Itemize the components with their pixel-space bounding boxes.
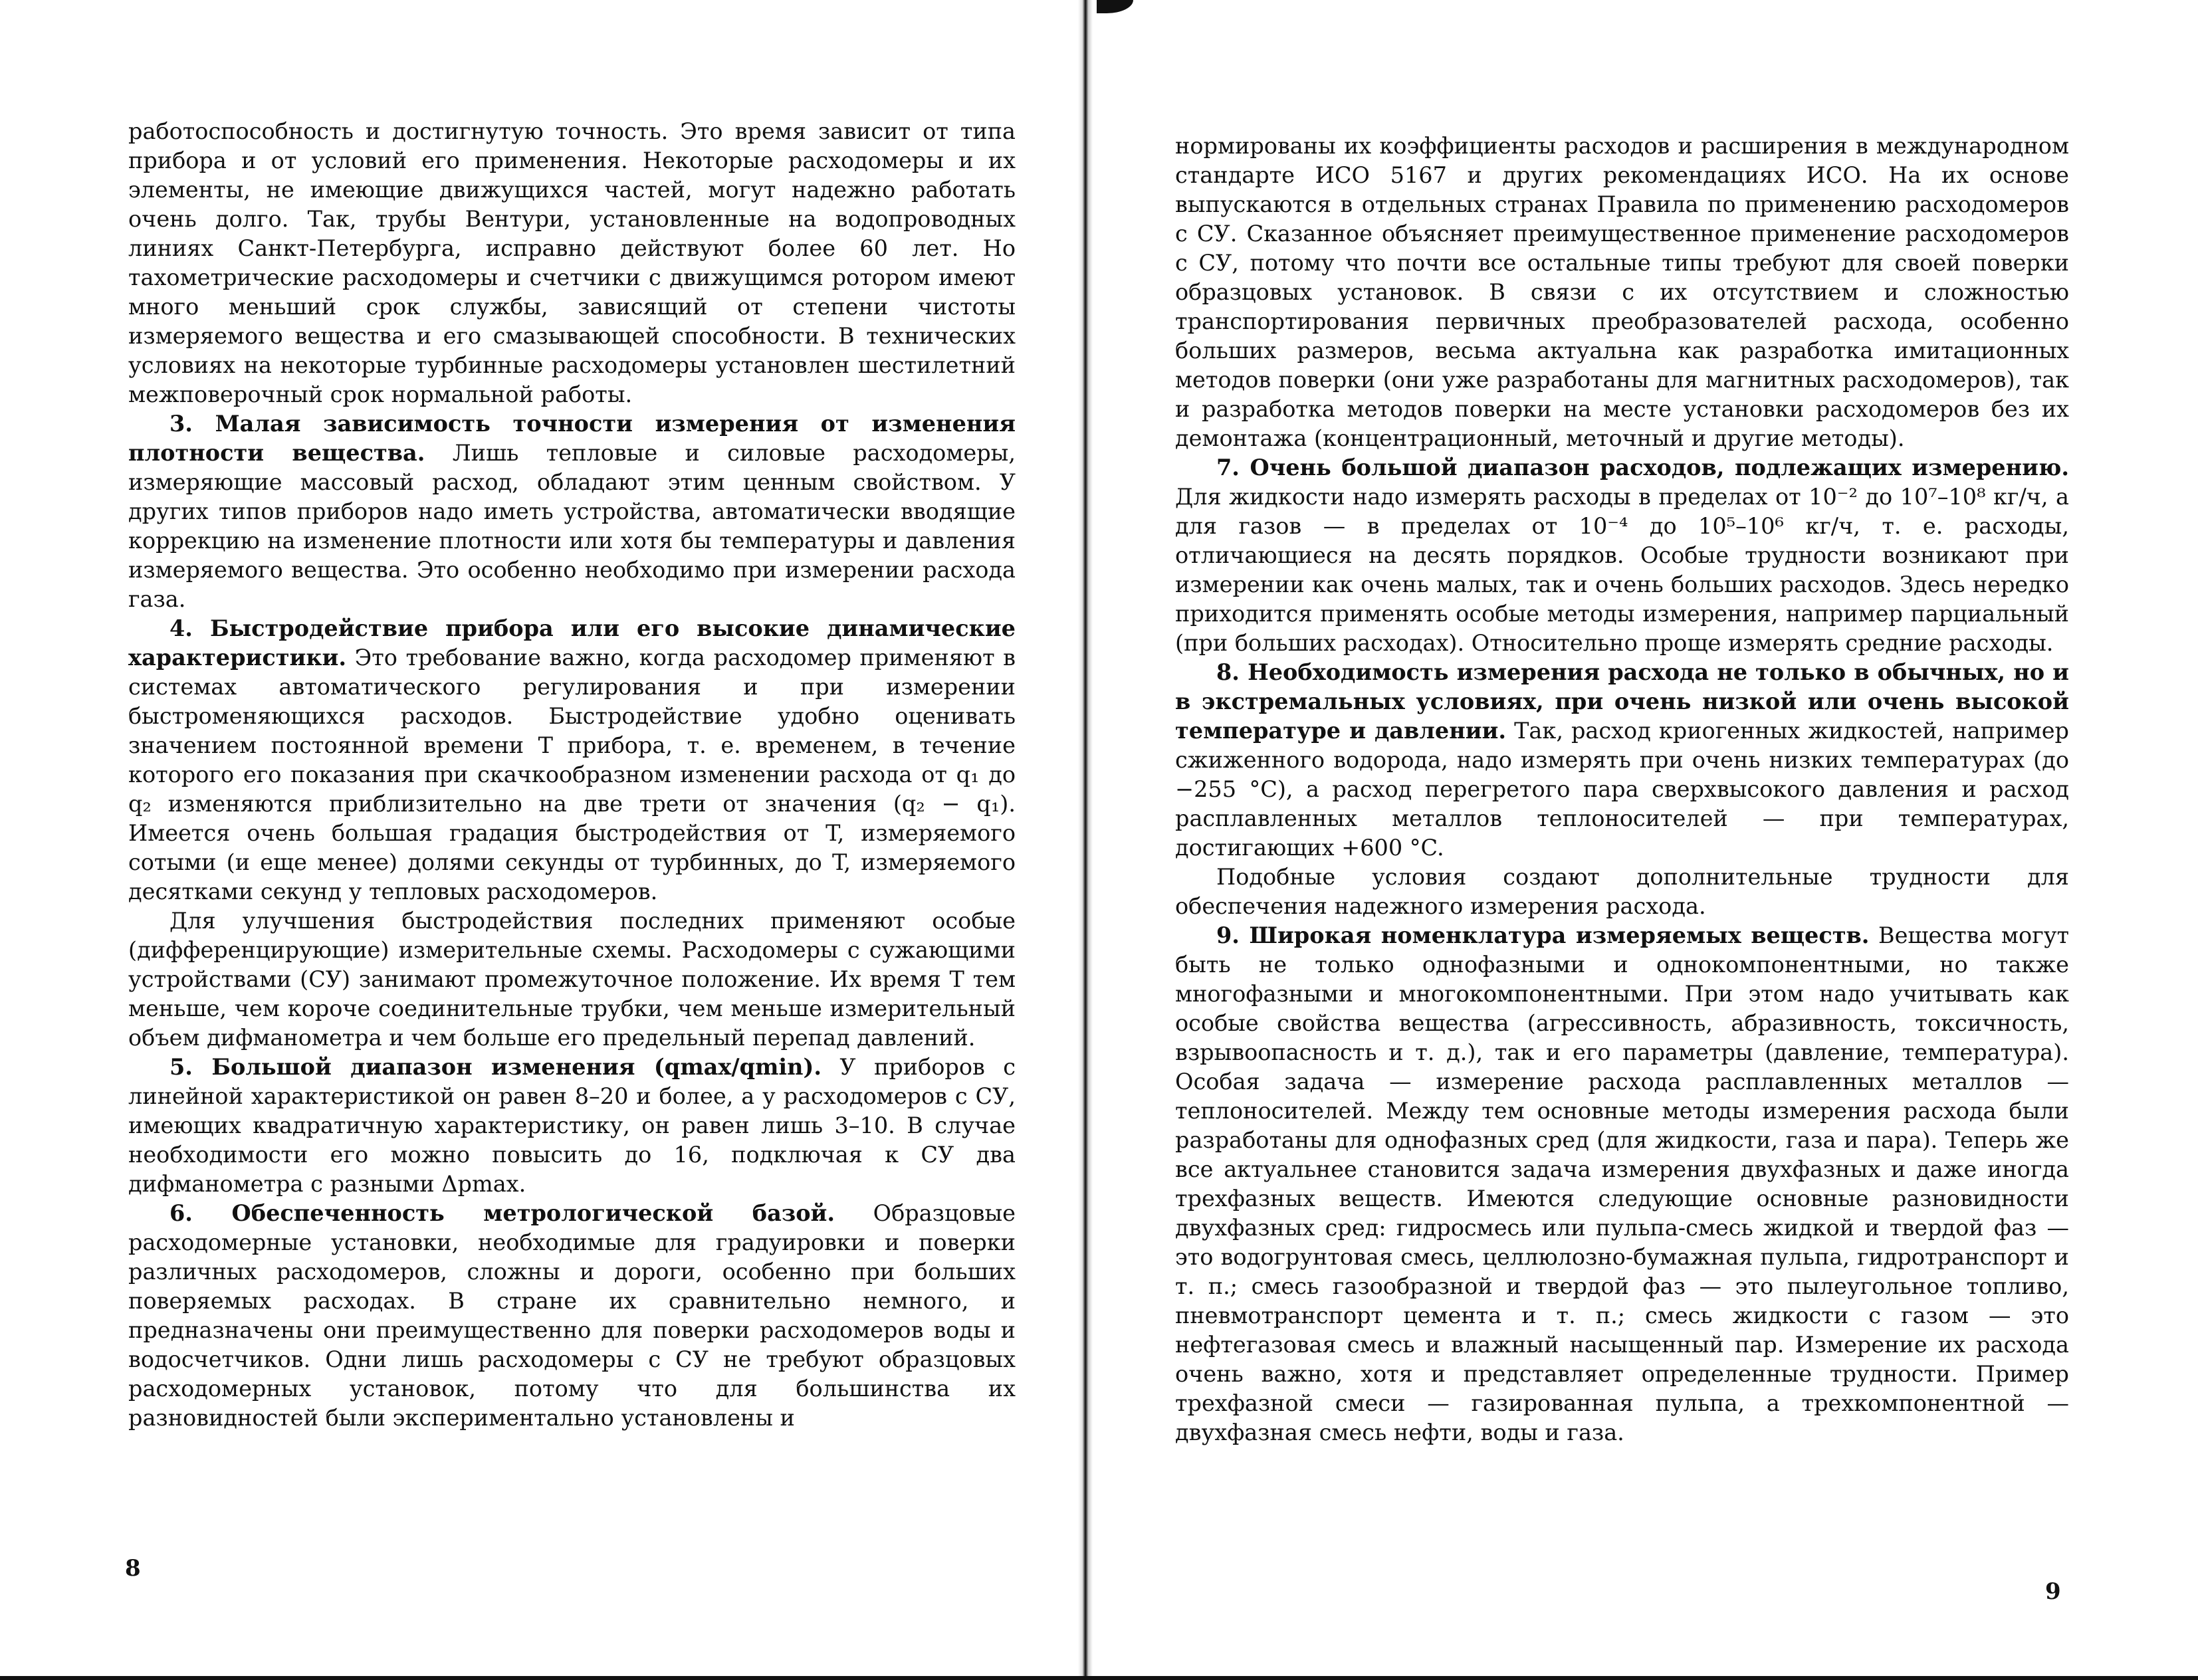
paragraph: 5. Большой диапазон изменения (qmax/qmin). У приборов с линейной характеристикой он равен 8–20 и более, а у расходомеров с СУ, имеющих квадратичную характеристику, он равен лишь 3–10. В случае необходимости его можно повысить до 16, подключая к СУ два дифманометра с разными Δpmax.: [128, 1054, 1016, 1197]
paragraph: 9. Широкая номенклатура измеряемых веществ. Вещества могут быть не только однофазными и однокомпонентными, но также многофазными и многокомпонентными. При этом надо учитывать как особые свойства вещества (агрессивность, абразивность, токсичность, взрывоопасность и т. д.), так и его параметры (давление, температура). Особая задача — измерение расхода расплавленных металлов — теплоносителей. Между тем основные методы измерения расхода были разработаны для однофазных сред (для жидкости, газа и пара). Теперь же все актуальнее становится задача измерения двухфазных и даже иногда трехфазных веществ. Имеются следующие основные разновидности двухфазных сред: гидросмесь или пульпа-смесь жидкой и твердой фаз — это водогрунтовая смесь, целлюлозно-бумажная пульпа, гидротранспорт и т. п.; смесь газообразной и твердой фаз — это пылеугольное топливо, пневмотранспорт цемента и т. п.; смесь жидкости с газом — это нефтегазовая смесь и влажный насыщенный пар. Измерение их расхода очень важно, хотя и представляет определенные трудности. Пример трехфазной смеси — газированная пульпа, а трехкомпонентной — двухфазная смесь нефти, воды и газа.: [1175, 922, 2070, 1445]
paragraph-heading: 7. Очень большой диапазон расходов, подлежащих измерению.: [1216, 455, 2069, 480]
paragraph-heading: 5. Большой диапазон изменения (qmax/qmin).: [169, 1054, 822, 1080]
scan-edge: [0, 1676, 2198, 1680]
paragraph: работоспособность и достигнутую точность. Это время зависит от типа прибора и от условий его применения. Некоторые расходомеры и их элементы, не имеющие движущихся частей, могут надежно работать очень долго. Так, трубы Вентури, установленные на водопроводных линиях Санкт-Петербурга, исправно действуют более 60 лет. Но тахометрические расходомеры и счетчики с движущимся ротором имеют много меньший срок службы, зависящий от степени чистоты измеряемого вещества и его смазывающей способности. В технических условиях на некоторые турбинные расходомеры установлен шестилетний межповерочный срок нормальной работы.: [128, 118, 1016, 407]
paragraph: 3. Малая зависимость точности измерения от изменения плотности вещества. Лишь тепловые и силовые расходомеры, измеряющие массовый расход, обладают этим ценным свойством. У других типов приборов надо иметь устройства, автоматически вводящие коррекцию на изменение плотности или хотя бы температуры и давления измеряемого вещества. Это особенно необходимо при измерении расхода газа.: [128, 411, 1016, 612]
paragraph: 4. Быстродействие прибора или его высокие динамические характеристики. Это требование важно, когда расходомер применяют в системах автоматического регулирования и при измерении быстроменяющихся расходов. Быстродействие удобно оценивать значением постоянной времени T прибора, т. е. временем, в течение которого его показания при скачкообразном изменении расхода от q₁ до q₂ изменяются приблизительно на две трети от значения (q₂ − q₁). Имеется очень большая градация быстродействия от T, измеряемого сотыми (и еще менее) долями секунды от турбинных, до T, измеряемого десятками секунд у тепловых расходомеров.: [128, 615, 1016, 904]
right-page-text: [1175, 132, 2069, 1447]
paragraph-heading: 3. Малая зависимость точности измерения от изменения плотности вещества.: [128, 411, 1016, 466]
paragraph: Для улучшения быстродействия последних применяют особые (дифференцирующие) измерительные схемы. Расходомеры с сужающими устройствами (СУ) занимают промежуточное положение. Их время T тем меньше, чем короче соединительные трубки, чем меньше измерительный объем дифманометра и чем больше его предельный перепад давлений.: [128, 908, 1016, 1051]
left-page: [0, 0, 1087, 1680]
page-number: 8: [125, 1555, 141, 1582]
paragraph-heading: 9. Широкая номенклатура измеряемых веществ.: [1216, 922, 1870, 948]
paragraph-heading: 8. Необходимость измерения расхода не только в обычных, но и в экстремальных условиях, при очень низкой или очень высокой температуре и давлении.: [1175, 659, 2069, 744]
right-page: [1090, 0, 2198, 1680]
paragraph-heading: 4. Быстродействие прибора или его высокие динамические характеристики.: [128, 615, 1016, 671]
page-number: 9: [2045, 1578, 2061, 1605]
paragraph-heading: 6. Обеспеченность метрологической базой.: [169, 1200, 835, 1226]
left-page-text: [128, 117, 1016, 1433]
paragraph: нормированы их коэффициенты расходов и расширения в международном стандарте ИСО 5167 и других рекомендациях ИСО. На их основе выпускаются в отдельных странах Правила по применению расходомеров с СУ. Сказанное объясняет преимущественное применение расходомеров с СУ, потому что почти все остальные типы требуют для своей поверки образцовых установок. В связи с их отсутствием и сложностью транспортирования первичных преобразователей расхода, особенно больших размеров, весьма актуальна как разработка имитационных методов поверки (они уже разработаны для магнитных расходомеров), так и разработка методов поверки на месте установки расходомеров без их демонтажа (концентрационный, меточный и другие методы).: [1175, 133, 2069, 451]
paragraph: 6. Обеспеченность метрологической базой. Образцовые расходомерные установки, необходимые для градуировки и поверки различных расходомеров, сложны и дороги, особенно при больших поверяемых расходах. В стране их сравнительно немного, и предназначены они преимущественно для поверки расходомеров воды и водосчетчиков. Одни лишь расходомеры с СУ не требуют образцовых расходомерных установок, потому что для большинства их разновидностей были экспериментально установлены и: [128, 1200, 1016, 1431]
paragraph: Подобные условия создают дополнительные трудности для обеспечения надежного измерения расхода.: [1175, 864, 2069, 919]
paragraph: 7. Очень большой диапазон расходов, подлежащих измерению. Для жидкости надо измерять расходы в пределах от 10⁻² до 10⁷–10⁸ кг/ч, а для газов — в пределах от 10⁻⁴ до 10⁵–10⁶ кг/ч, т. е. расходы, отличающиеся на десять порядков. Особые трудности возникают при измерении как очень малых, так и очень больших расходов. Здесь нередко приходится применять особые методы измерения, например парциальный (при больших расходах). Относительно проще измерять средние расходы.: [1175, 455, 2069, 656]
paragraph: 8. Необходимость измерения расхода не только в обычных, но и в экстремальных условиях, при очень низкой или очень высокой температуре и давлении. Так, расход криогенных жидкостей, например сжиженного водорода, надо измерять при очень низких температурах (до −255 °C), а расход перегретого пара сверхвысокого давления и расход расплавленных металлов теплоносителей — при температурах, достигающих +600 °C.: [1175, 659, 2070, 861]
